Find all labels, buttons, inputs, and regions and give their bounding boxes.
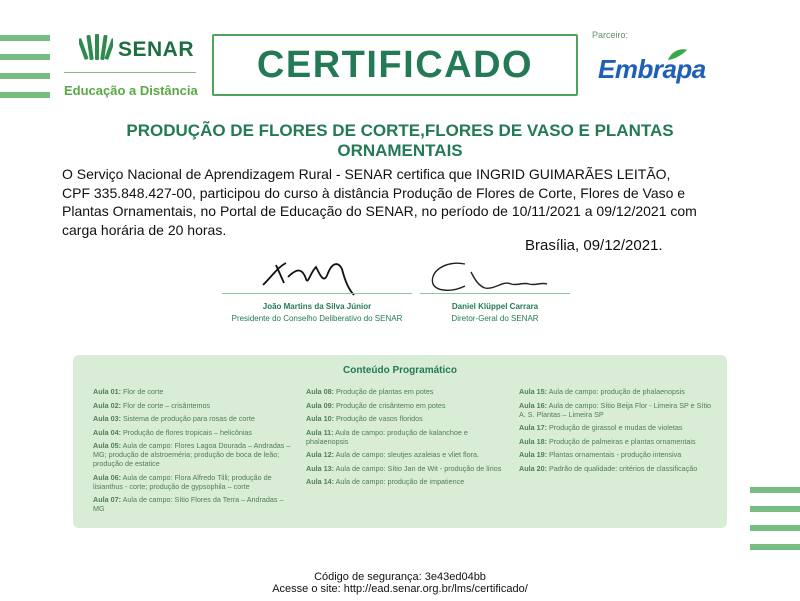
signer-role: Presidente do Conselho Deliberativo do SENAR	[231, 314, 403, 323]
lesson-item: Aula 16: Aula de campo: Sítio Beija Flor - Limeira SP e Sítio A. S. Plantas – Limeira SP	[519, 400, 712, 419]
program-column-2	[306, 387, 506, 491]
certificate-title: CERTIFICADO	[256, 43, 534, 86]
lesson-item: Aula 14: Aula de campo: produção de impatience	[306, 477, 465, 486]
right-stripes-decoration	[750, 487, 800, 563]
course-title: PRODUÇÃO DE FLORES DE CORTE,FLORES DE VASO E PLANTAS ORNAMENTAIS	[126, 121, 674, 160]
lesson-item: Aula 12: Aula de campo: sleutjes azaleias e vliet flora.	[306, 450, 480, 459]
lesson-item: Aula 04: Produção de flores tropicais – helicônias	[93, 427, 253, 437]
signer-name: João Martins da Silva Júnior	[262, 302, 372, 311]
lesson-item: Aula 07: Aula de campo: Sítio Flores da Terra – Andradas – MG	[93, 495, 284, 513]
lesson-item: Aula 03: Sistema de produção para rosas de corte	[93, 414, 255, 423]
lesson-item: Aula 09: Produção de crisântemo em potes	[306, 400, 446, 410]
lesson-item: Aula 01: Flor de corte	[93, 387, 164, 396]
senar-leaf-icon	[79, 32, 113, 64]
left-stripes-decoration	[0, 35, 50, 111]
lesson-item: Aula 10: Produção de vasos floridos	[306, 414, 423, 423]
certificate-title-box	[212, 34, 578, 96]
place-date: Brasília, 09/12/2021.	[525, 237, 663, 254]
signature-graphic-2	[425, 258, 560, 298]
lesson-item: Aula 15: Aula de campo: produção de phalaenopsis	[519, 387, 685, 396]
program-column-3	[519, 387, 719, 477]
lesson-item: Aula 20: Padrão de qualidade: critérios de classificação	[519, 463, 698, 473]
signer-role: Diretor-Geral do SENAR	[451, 314, 539, 323]
senar-wordmark: SENAR	[118, 38, 195, 61]
lesson-item: Aula 11: Aula de campo: produção de kalanchoe e phalaenopsis	[306, 427, 468, 446]
lesson-item: Aula 13: Aula de campo: Sítio Jan de Wit - produção de lírios	[306, 463, 502, 473]
certificate-body-text: O Serviço Nacional de Aprendizagem Rural - SENAR certifica que INGRID GUIMARÃES LEITÃO, CPF 335.848.427-00, participou do curso à distância Produção de Flores de Corte, Flores de Vaso e Plantas Ornamentais, no Portal de Educação do SENAR, no período de 10/11/2021 a 09/12/2021 com carga horária de 20 horas.	[62, 166, 697, 238]
senar-divider	[64, 72, 196, 73]
footer	[0, 571, 800, 595]
verification-site[interactable]: Acesse o site: http://ead.senar.org.br/lms/certificado/	[272, 583, 528, 595]
program-title: Conteúdo Programático	[343, 365, 457, 376]
security-code: Código de segurança: 3e43ed04bb	[314, 571, 486, 583]
program-content-box	[73, 355, 727, 528]
lesson-item: Aula 18: Produção de palmeiras e plantas ornamentais	[519, 436, 696, 446]
senar-subtitle: Educação a Distância	[64, 83, 198, 98]
senar-logo	[64, 30, 199, 105]
lesson-item: Aula 08: Produção de plantas em potes	[306, 387, 434, 396]
signature-block-director	[420, 293, 570, 323]
partner-label: Parceiro:	[592, 30, 629, 40]
embrapa-wordmark: Embrapa	[598, 54, 706, 84]
signer-name: Daniel Klüppel Carrara	[451, 302, 539, 311]
signature-block-president	[222, 293, 412, 323]
lesson-item: Aula 17: Produção de girassol e mudas de violetas	[519, 423, 683, 432]
signature-line	[222, 293, 412, 294]
lesson-item: Aula 02: Flor de corte – crisântemos	[93, 400, 211, 410]
signature-line	[420, 293, 570, 294]
program-column-1	[93, 387, 293, 518]
lesson-item: Aula 05: Aula de campo: Flores Lagoa Dourada – Andradas – MG; produção de alstroeméria; produção de boca de leão; produção de estatice	[93, 441, 291, 468]
lesson-item: Aula 19: Plantas ornamentais - produção intensiva	[519, 450, 682, 459]
embrapa-logo	[598, 50, 723, 90]
lesson-item: Aula 06: Aula de campo: Flora Alfredo Tilli; produção de lisianthus - corte; produção de gypsophila – corte	[93, 472, 272, 491]
